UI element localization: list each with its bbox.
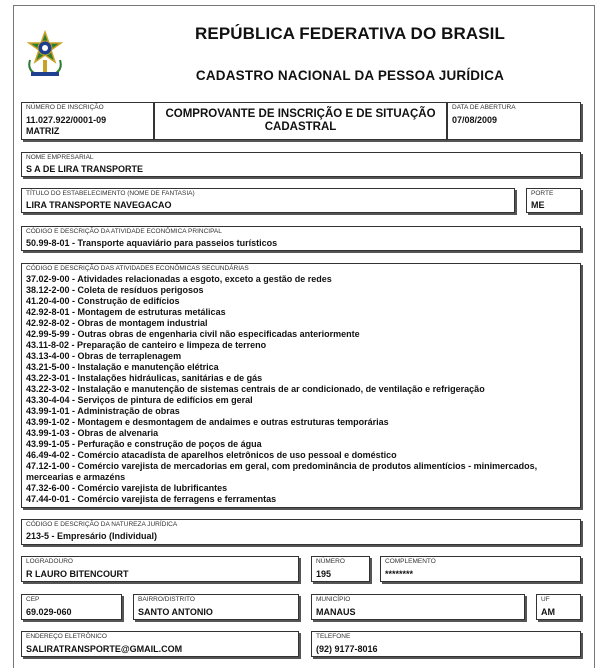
bairro-box — [133, 594, 299, 620]
atividade-secundaria-item: 47.44-0-01 - Comércio varejista de ferragens e ferramentas — [26, 494, 277, 504]
atividade-secundaria-item: 43.13-4-00 - Obras de terraplenagem — [26, 351, 182, 361]
natureza-juridica-box — [21, 519, 581, 545]
municipio-box — [311, 594, 525, 620]
uf-value: AM — [541, 607, 555, 617]
inscricao-box — [21, 102, 154, 140]
inscricao-numero: 11.027.922/0001-09 — [26, 115, 107, 125]
titulo-label: TÍTULO DO ESTABELECIMENTO (NOME DE FANTASIA) — [26, 190, 195, 197]
atividade-secundaria-item: 42.92-8-02 - Obras de montagem industrial — [26, 318, 208, 328]
atividade-secundaria-item: 46.49-4-02 - Comércio atacadista de aparelhos eletrônicos de uso pessoal e doméstico — [26, 450, 397, 460]
atividade-secundaria-item: 47.12-1-00 - Comércio varejista de mercadorias em geral, com predominância de produtos alimentícios - minimercados, mercearias e armazéns — [26, 461, 538, 482]
logradouro-value: R LAURO BITENCOURT — [26, 569, 129, 579]
nome-empresarial-value: S A DE LIRA TRANSPORTE — [26, 164, 144, 174]
complemento-value: ******** — [385, 569, 414, 579]
atividade-principal-box — [21, 226, 581, 251]
uf-label: UF — [541, 596, 550, 603]
numero-label: NÚMERO — [316, 558, 345, 565]
logradouro-label: LOGRADOURO — [26, 558, 73, 565]
titulo-box — [21, 188, 515, 213]
numero-box — [311, 556, 370, 582]
abertura-box — [447, 102, 581, 140]
cep-label: CEP — [26, 596, 40, 603]
bairro-label: BAIRRO/DISTRITO — [138, 596, 195, 603]
porte-label: PORTE — [531, 190, 554, 197]
email-value: SALIRATRANSPORTE@GMAIL.COM — [26, 644, 183, 654]
atividade-secundaria-item: 43.21-5-00 - Instalação e manutenção elétrica — [26, 362, 219, 372]
municipio-value: MANAUS — [316, 607, 356, 617]
natureza-juridica-label: CÓDIGO E DESCRIÇÃO DA NATUREZA JURÍDICA — [26, 521, 178, 528]
numero-value: 195 — [316, 569, 332, 579]
atividade-secundaria-item: 43.11-8-02 - Preparação de canteiro e limpeza de terreno — [26, 340, 267, 350]
comprovante-box — [154, 102, 447, 140]
atividade-secundaria-item: 43.99-1-02 - Montagem e desmontagem de andaimes e outras estruturas temporárias — [26, 417, 389, 427]
atividade-secundaria-item: 43.22-3-01 - Instalações hidráulicas, sanitárias e de gás — [26, 373, 263, 383]
cep-box — [21, 594, 122, 620]
municipio-label: MUNICÍPIO — [316, 596, 351, 603]
atividade-principal-label: CÓDIGO E DESCRIÇÃO DA ATIVIDADE ECONÔMICA PRINCIPAL — [26, 228, 222, 235]
atividade-secundaria-item: 43.99-1-05 - Perfuração e construção de poços de água — [26, 439, 262, 449]
logradouro-box — [21, 556, 299, 582]
atividades-secundarias-label: CÓDIGO E DESCRIÇÃO DAS ATIVIDADES ECONÔMICAS SECUNDÁRIAS — [26, 265, 249, 272]
atividade-secundaria-item: 37.02-9-00 - Atividades relacionadas a esgoto, exceto a gestão de redes — [26, 274, 332, 284]
bairro-value: SANTO ANTONIO — [138, 607, 213, 617]
atividade-secundaria-item: 43.99-1-03 - Obras de alvenaria — [26, 428, 159, 438]
telefone-value: (92) 9177-8016 — [316, 644, 378, 654]
cep-value: 69.029-060 — [26, 607, 72, 617]
comprovante-title — [155, 108, 446, 134]
atividades-secundarias-box — [21, 263, 581, 508]
atividade-secundaria-item: 43.30-4-04 - Serviços de pintura de edifícios em geral — [26, 395, 253, 405]
document-subtitle: CADASTRO NACIONAL DA PESSOA JURÍDICA — [195, 68, 505, 83]
atividade-secundaria-item: 47.32-6-00 - Comércio varejista de lubrificantes — [26, 483, 228, 493]
nome-empresarial-box — [21, 152, 581, 177]
email-box — [21, 631, 299, 657]
uf-box — [536, 594, 581, 620]
inscricao-tipo: MATRIZ — [26, 126, 60, 136]
atividade-secundaria-item: 38.12-2-00 - Coleta de resíduos perigosos — [26, 285, 204, 295]
porte-value: ME — [531, 200, 545, 210]
telefone-box — [311, 631, 581, 657]
telefone-label: TELEFONE — [316, 633, 351, 640]
porte-box — [526, 188, 581, 213]
comprovante-line2: CADASTRAL — [264, 121, 337, 133]
atividade-secundaria-item: 42.92-8-01 - Montagem de estruturas metálicas — [26, 307, 226, 317]
nome-empresarial-label: NOME EMPRESARIAL — [26, 154, 94, 161]
inscricao-label: NÚMERO DE INSCRIÇÃO — [26, 104, 104, 111]
atividade-secundaria-item: 42.99-5-99 - Outras obras de engenharia civil não especificadas anteriormente — [26, 329, 360, 339]
abertura-value: 07/08/2009 — [452, 115, 498, 125]
atividade-principal-value: 50.99-8-01 - Transporte aquaviário para passeios turísticos — [26, 238, 278, 248]
atividades-secundarias-list — [26, 274, 576, 505]
coat-of-arms-seal — [24, 30, 66, 80]
email-label: ENDEREÇO ELETRÔNICO — [26, 633, 107, 640]
complemento-label: COMPLEMENTO — [385, 558, 436, 565]
titulo-value: LIRA TRANSPORTE NAVEGACAO — [26, 200, 172, 210]
complemento-box — [380, 556, 581, 582]
natureza-juridica-value: 213-5 - Empresário (Individual) — [26, 531, 158, 541]
atividade-secundaria-item: 41.20-4-00 - Construção de edifícios — [26, 296, 180, 306]
atividade-secundaria-item: 43.22-3-02 - Instalação e manutenção de sistemas centrais de ar condicionado, de ventilação e refrigeração — [26, 384, 485, 394]
abertura-label: DATA DE ABERTURA — [452, 104, 516, 111]
atividade-secundaria-item: 43.99-1-01 - Administração de obras — [26, 406, 180, 416]
comprovante-line1: COMPROVANTE DE INSCRIÇÃO E DE SITUAÇÃO — [165, 108, 436, 120]
document-title: REPÚBLICA FEDERATIVA DO BRASIL — [195, 24, 505, 43]
